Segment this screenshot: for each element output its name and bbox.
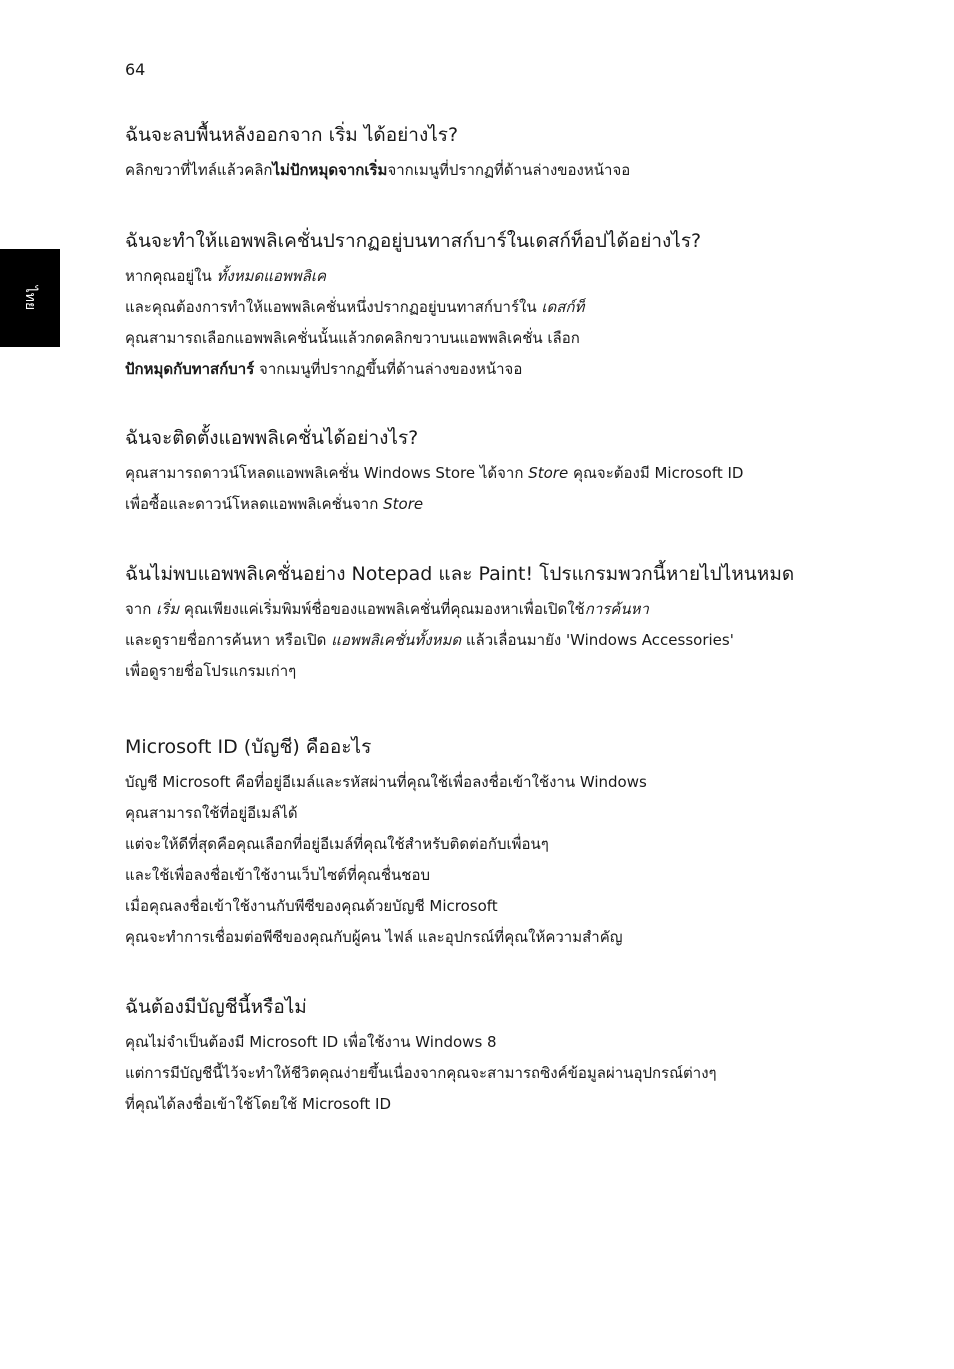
answer-text: คุณจะทำการเชื่อมต่อพีซีของคุณกับผู้คน ไฟล์ และอุปกรณ์ที่คุณให้ความสำคัญ bbox=[125, 928, 623, 946]
faq-answer-line bbox=[125, 155, 825, 186]
faq-answer-line bbox=[125, 1027, 825, 1058]
faq-answer-line bbox=[125, 489, 825, 520]
faq-answer-line bbox=[125, 323, 825, 354]
faq-section-3 bbox=[125, 424, 825, 520]
answer-text: และใช้เพื่อลงชื่อเข้าใช้งานเว็บไซต์ที่คุณชื่นชอบ bbox=[125, 866, 430, 884]
faq-answer-line bbox=[125, 829, 825, 860]
bold-text: ไม่ปักหมุดจากเริ่ม bbox=[272, 161, 388, 179]
faq-answer-line bbox=[125, 767, 825, 798]
faq-section-2 bbox=[125, 227, 825, 385]
faq-answer-line bbox=[125, 1089, 825, 1120]
answer-text: คุณไม่จำเป็นต้องมี Microsoft ID เพื่อใช้งาน Windows 8 bbox=[125, 1033, 497, 1051]
faq-answer-line bbox=[125, 891, 825, 922]
answer-text: ที่คุณได้ลงชื่อเข้าใช้โดยใช้ Microsoft ID bbox=[125, 1095, 392, 1113]
page-number: 64 bbox=[125, 60, 146, 79]
faq-answer-line bbox=[125, 1058, 825, 1089]
answer-text: คุณสามารถดาวน์โหลดแอพพลิเคชั่น Windows Store ได้จาก bbox=[125, 464, 529, 482]
italic-text: เดสก์ท็ bbox=[541, 298, 585, 316]
faq-section-6 bbox=[125, 993, 825, 1120]
language-side-tab bbox=[0, 249, 60, 347]
faq-answer-line bbox=[125, 922, 825, 953]
italic-text: Store bbox=[383, 495, 424, 513]
faq-answer-line bbox=[125, 594, 825, 625]
answer-text: จากเมนูที่ปรากฏขึ้นที่ด้านล่างของหน้าจอ bbox=[254, 360, 523, 378]
faq-answer-line bbox=[125, 798, 825, 829]
faq-answer-line bbox=[125, 292, 825, 323]
faq-section-4 bbox=[125, 560, 825, 687]
answer-text: เมื่อคุณลงชื่อเข้าใช้งานกับพีซีของคุณด้วยบัญชี Microsoft bbox=[125, 897, 498, 915]
answer-text: คุณสามารถใช้ที่อยู่อีเมล์ได้ bbox=[125, 804, 298, 822]
answer-text: และคุณต้องการทำให้แอพพลิเคชั่นหนึ่งปรากฏอยู่บนทาสก์บาร์ใน bbox=[125, 298, 542, 316]
faq-answer-line bbox=[125, 860, 825, 891]
answer-text: คุณสามารถเลือกแอพพลิเคชั่นนั้นแล้วกดคลิกขวาบนแอพพลิเคชั่น เลือก bbox=[125, 329, 580, 347]
faq-answer-line bbox=[125, 625, 825, 656]
faq-section-1 bbox=[125, 121, 825, 186]
faq-question-heading: ฉันจะทำให้แอพพลิเคชั่นปรากฏอยู่บนทาสก์บาร์ในเดสก์ท็อปได้อย่างไร? bbox=[125, 230, 702, 252]
answer-text: คลิกขวาที่ไทล์แล้วคลิก bbox=[125, 161, 273, 179]
answer-text: เพื่อซื้อและดาวน์โหลดแอพพลิเคชั่นจาก bbox=[125, 495, 384, 513]
answer-text: แต่การมีบัญชีนี้ไว้จะทำให้ชีวิตคุณง่ายขึ้นเนื่องจากคุณจะสามารถซิงค์ข้อมูลผ่านอุปกรณ์ต่างๆ bbox=[125, 1064, 717, 1082]
answer-text: และดูรายชื่อการค้นหา หรือเปิด bbox=[125, 631, 332, 649]
answer-text: เพื่อดูรายชื่อโปรแกรมเก่าๆ bbox=[125, 662, 297, 680]
faq-answer-line bbox=[125, 458, 825, 489]
faq-answer-line bbox=[125, 656, 825, 687]
answer-text: แต่จะให้ดีที่สุดคือคุณเลือกที่อยู่อีเมล์ที่คุณใช้สำหรับติดต่อกับเพื่อนๆ bbox=[125, 835, 549, 853]
italic-text: Store bbox=[528, 464, 569, 482]
italic-text: ทั้งหมดแอพพลิเค bbox=[216, 267, 327, 285]
faq-section-5 bbox=[125, 733, 825, 953]
faq-answer-line bbox=[125, 261, 825, 292]
italic-text: แอพพลิเคชั่นทั้งหมด bbox=[331, 631, 462, 649]
faq-question-heading: ฉันจะลบพื้นหลังออกจาก เริ่ม ได้อย่างไร? bbox=[125, 124, 459, 146]
faq-question-heading: ฉันต้องมีบัญชีนี้หรือไม่ bbox=[125, 996, 307, 1018]
faq-question-heading: ฉันไม่พบแอพพลิเคชั่นอย่าง Notepad และ Paint! โปรแกรมพวกนี้หายไปไหนหมด bbox=[125, 563, 795, 585]
answer-text: หากคุณอยู่ใน bbox=[125, 267, 217, 285]
faq-answer-line bbox=[125, 354, 825, 385]
italic-text: การค้นหา bbox=[584, 600, 649, 618]
answer-text: คุณจะต้องมี Microsoft ID bbox=[568, 464, 744, 482]
language-side-tab-label: ไทย bbox=[22, 285, 38, 311]
answer-text: จากเมนูที่ปรากฏที่ด้านล่างของหน้าจอ bbox=[387, 161, 631, 179]
faq-question-heading: Microsoft ID (บัญชี) คืออะไร bbox=[125, 736, 372, 758]
faq-question-heading: ฉันจะติดตั้งแอพพลิเคชั่นได้อย่างไร? bbox=[125, 427, 419, 449]
italic-text: เริ่ม bbox=[156, 600, 180, 618]
answer-text: จาก bbox=[125, 600, 157, 618]
answer-text: แล้วเลื่อนมายัง 'Windows Accessories' bbox=[461, 631, 734, 649]
answer-text: บัญชี Microsoft คือที่อยู่อีเมล์และรหัสผ่านที่คุณใช้เพื่อลงชื่อเข้าใช้งาน Windows bbox=[125, 773, 647, 791]
bold-text: ปักหมุดกับทาสก์บาร์ bbox=[125, 360, 255, 378]
answer-text: คุณเพียงแค่เริ่มพิมพ์ชื่อของแอพพลิเคชั่นที่คุณมองหาเพื่อเปิดใช้ bbox=[179, 600, 585, 618]
